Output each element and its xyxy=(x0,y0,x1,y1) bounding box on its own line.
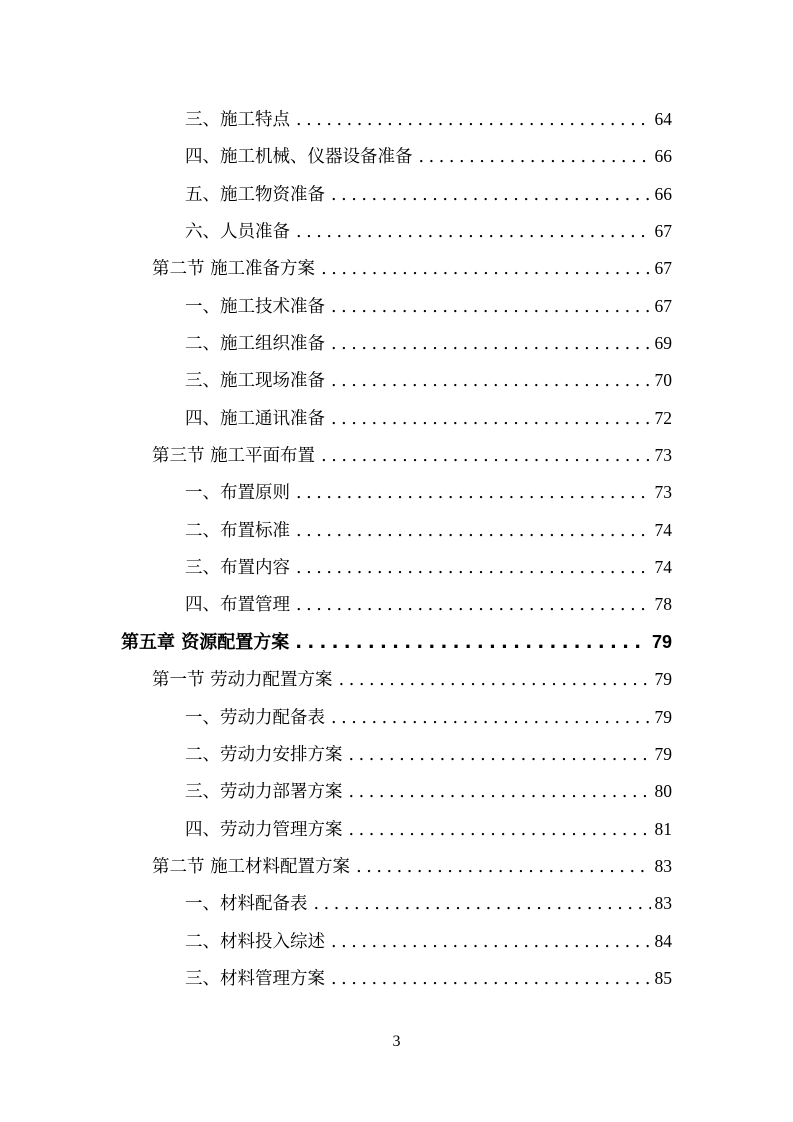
toc-entry-title: 第五章 资源配置方案 xyxy=(121,631,290,653)
toc-entry[interactable] xyxy=(0,474,793,511)
toc-section-entry[interactable] xyxy=(0,661,793,698)
toc-entry[interactable] xyxy=(0,325,793,362)
toc-entry-title: 四、布置管理 xyxy=(185,595,290,616)
toc-dot-leader xyxy=(296,550,651,587)
toc-dot-leader xyxy=(331,961,651,998)
toc-dot-leader xyxy=(331,289,651,326)
toc-dot-leader xyxy=(331,401,651,438)
toc-entry-page: 67 xyxy=(654,295,672,316)
toc-entry-title: 三、施工特点 xyxy=(185,110,290,130)
toc-entry[interactable] xyxy=(0,213,793,250)
toc-entry-title: 二、劳动力安排方案 xyxy=(185,744,343,765)
toc-entry-title: 第二节 施工材料配置方案 xyxy=(152,856,351,877)
toc-entry-page: 80 xyxy=(654,781,672,802)
page-number: 3 xyxy=(392,1033,401,1050)
toc-entry-title: 三、劳动力部署方案 xyxy=(185,782,343,803)
toc-entry-title: 三、材料管理方案 xyxy=(185,968,325,989)
toc-entry[interactable] xyxy=(0,549,793,586)
toc-entry[interactable] xyxy=(0,362,793,399)
toc-entry-title: 四、劳动力管理方案 xyxy=(185,819,343,840)
toc-entry-page: 81 xyxy=(654,818,672,839)
toc-entry-page: 74 xyxy=(654,557,672,578)
toc-entry-page: 72 xyxy=(654,407,672,428)
toc-entry[interactable] xyxy=(0,288,793,325)
toc-entry[interactable] xyxy=(0,176,793,213)
toc-entry[interactable] xyxy=(0,512,793,549)
toc-entry[interactable] xyxy=(0,138,793,175)
toc-entry[interactable] xyxy=(0,101,793,138)
toc-dot-leader xyxy=(331,177,651,214)
toc-entry-page: 66 xyxy=(654,146,672,167)
toc-dot-leader xyxy=(296,513,651,550)
toc-dot-leader xyxy=(349,774,651,811)
toc-dot-leader xyxy=(349,737,651,774)
toc-entry[interactable] xyxy=(0,923,793,960)
toc-dot-leader xyxy=(331,326,651,363)
toc-entry-page: 78 xyxy=(654,594,672,615)
toc-entry-page: 64 xyxy=(654,109,672,129)
toc-entry-title: 一、施工技术准备 xyxy=(185,296,325,317)
toc-entry-title: 一、布置原则 xyxy=(185,483,290,504)
toc-dot-leader xyxy=(339,662,651,699)
toc-entry-page: 73 xyxy=(654,482,672,503)
toc-entry-title: 第二节 施工准备方案 xyxy=(152,259,316,280)
toc-section-entry[interactable] xyxy=(0,437,793,474)
toc-section-entry[interactable] xyxy=(0,848,793,885)
table-of-contents xyxy=(0,101,793,997)
toc-entry-title: 四、施工机械、仪器设备准备 xyxy=(185,147,413,168)
toc-entry-title: 三、布置内容 xyxy=(185,558,290,579)
toc-entry[interactable] xyxy=(0,400,793,437)
toc-dot-leader xyxy=(349,812,651,849)
toc-entry-page: 84 xyxy=(654,930,672,951)
toc-entry-title: 六、人员准备 xyxy=(185,222,290,243)
toc-dot-leader xyxy=(331,924,651,961)
toc-dot-leader xyxy=(331,363,651,400)
toc-entry[interactable] xyxy=(0,699,793,736)
toc-entry-title: 二、材料投入综述 xyxy=(185,931,325,952)
toc-entry-page: 85 xyxy=(654,967,672,988)
toc-entry-title: 五、施工物资准备 xyxy=(185,184,325,205)
toc-dot-leader xyxy=(295,624,648,661)
toc-dot-leader xyxy=(296,102,651,139)
toc-entry-title: 四、施工通讯准备 xyxy=(185,408,325,429)
toc-dot-leader xyxy=(356,849,650,886)
toc-entry-page: 67 xyxy=(654,221,672,242)
toc-dot-leader xyxy=(314,886,651,923)
toc-dot-leader xyxy=(296,214,651,251)
toc-dot-leader xyxy=(296,587,651,624)
toc-entry-title: 一、材料配备表 xyxy=(185,894,308,915)
toc-entry-title: 第三节 施工平面布置 xyxy=(152,446,316,467)
toc-entry[interactable] xyxy=(0,736,793,773)
toc-dot-leader xyxy=(321,251,650,288)
toc-entry-page: 74 xyxy=(654,519,672,540)
toc-entry-page: 70 xyxy=(654,370,672,391)
toc-entry-page: 79 xyxy=(654,669,672,690)
toc-entry-page: 79 xyxy=(654,743,672,764)
toc-dot-leader xyxy=(331,700,651,737)
toc-entry[interactable] xyxy=(0,811,793,848)
toc-dot-leader xyxy=(321,438,650,475)
toc-entry-title: 三、施工现场准备 xyxy=(185,371,325,392)
toc-entry-page: 83 xyxy=(654,855,672,876)
toc-entry-page: 66 xyxy=(654,183,672,204)
toc-entry-page: 79 xyxy=(654,706,672,727)
toc-chapter-entry[interactable] xyxy=(0,624,793,661)
toc-entry-title: 一、劳动力配备表 xyxy=(185,707,325,728)
toc-entry-page: 67 xyxy=(654,258,672,279)
toc-entry-page: 73 xyxy=(654,445,672,466)
toc-entry[interactable] xyxy=(0,960,793,997)
toc-entry-page: 79 xyxy=(651,631,672,652)
toc-entry-page: 69 xyxy=(654,333,672,354)
toc-entry-title: 二、施工组织准备 xyxy=(185,334,325,355)
toc-dot-leader xyxy=(419,139,651,176)
toc-entry[interactable] xyxy=(0,885,793,922)
toc-entry-title: 第一节 劳动力配置方案 xyxy=(152,670,333,691)
toc-dot-leader xyxy=(296,475,651,512)
toc-entry-title: 二、布置标准 xyxy=(185,520,290,541)
toc-entry[interactable] xyxy=(0,773,793,810)
toc-entry[interactable] xyxy=(0,586,793,623)
toc-section-entry[interactable] xyxy=(0,250,793,287)
toc-entry-page: 83 xyxy=(654,893,672,914)
